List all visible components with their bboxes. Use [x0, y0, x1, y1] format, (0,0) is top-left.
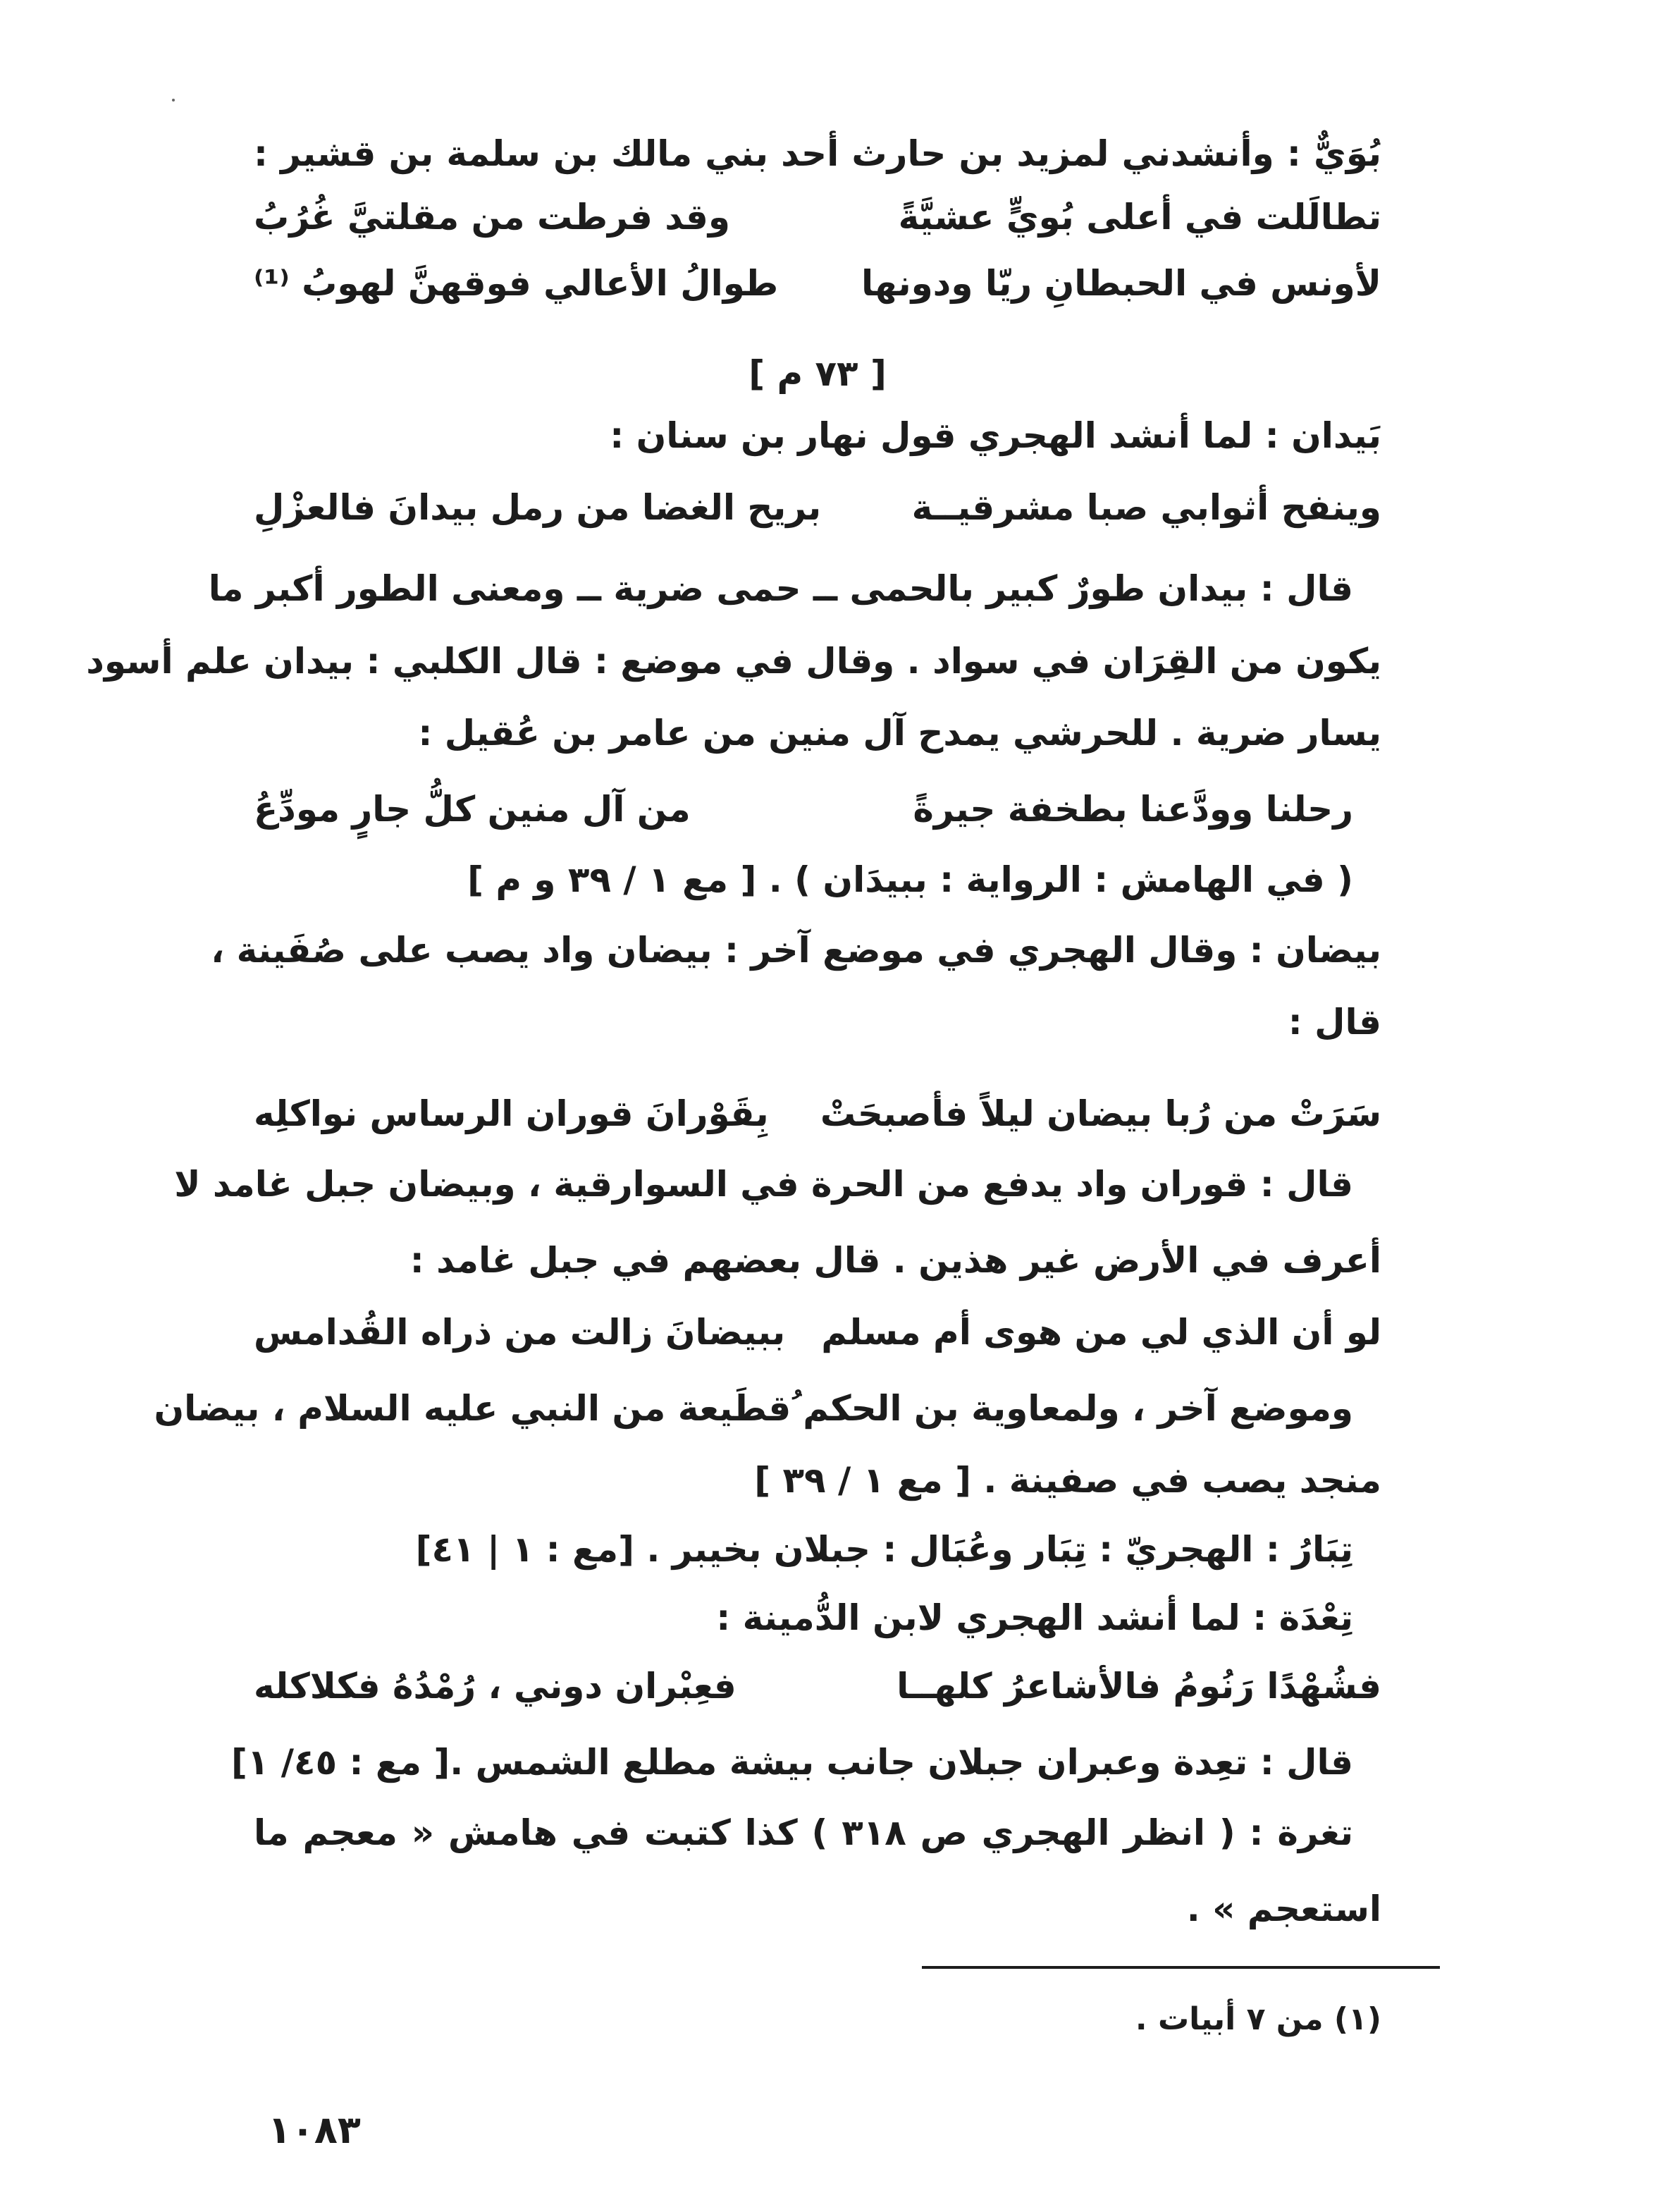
verse-5-second-hemistich: بِقَوْرانَ قوران الرساس نواكلِه — [254, 1093, 769, 1134]
entry-bidan-heading: بَيدان : لما أنشد الهجري قول نهار بن سنان : — [610, 415, 1381, 456]
entry-bidhan-heading: بيضان : وقال الهجري في موضع آخر : بيضان واد يصب على صُفَينة ، — [211, 930, 1381, 971]
text-line-1: بُوَيٌّ : وأنشدني لمزيد بن حارث أحد بني مالك بن سلمة بن قشير : — [254, 133, 1381, 174]
text-line-margin-note: ( في الهامش : الرواية : ببيدَان ) . [ مع ١ / ٣٩ و م ] — [467, 859, 1353, 900]
text-line-munjid: منجد يصب في صفينة . [ مع ١ / ٣٩ ] — [754, 1460, 1381, 1501]
verse-1-second-hemistich: وقد فرطت من مقلتيَّ غُرُبُ — [254, 197, 731, 238]
verse-3 — [254, 479, 1381, 536]
bracket-reference: [ ٧٣ م ] — [748, 353, 887, 394]
verse-4 — [254, 781, 1353, 837]
text-line-qal: قال : — [1288, 1002, 1381, 1043]
text-line-a3rif: أعرف في الأرض غير هذين . قال بعضهم في جبل غامد : — [409, 1240, 1381, 1281]
text-line-qawran: قال : قوران واد يدفع من الحرة في السوارقية ، وبيضان جبل غامد لا — [174, 1164, 1353, 1205]
verse-7 — [254, 1658, 1381, 1714]
footnote-divider — [922, 1966, 1440, 1969]
footnote-1: (١) من ٧ أبيات . — [1135, 2001, 1381, 2037]
entry-tibar: تِبَارُ : الهجريّ : تِبَار وعُبَال : جبلان بخيبر . [مع : ١ | ٤١] — [415, 1529, 1353, 1570]
text-line-istajam: استعجم » . — [1186, 1888, 1381, 1929]
verse-6-second-hemistich: ببيضانَ زالت من ذراه القُدامس — [254, 1312, 786, 1353]
verse-6-first-hemistich: لو أن الذي لي من هوى أم مسلم — [821, 1312, 1381, 1353]
verse-3-first-hemistich: وينفح أثوابي صبا مشرقيــة — [911, 487, 1381, 528]
verse-1 — [254, 189, 1381, 245]
page-number: ١٠٨٣ — [268, 2108, 361, 2152]
verse-2-second-hemistich: طوالُ الأعالي فوقهنَّ لهوبُ ⁽¹⁾ — [254, 263, 779, 304]
verse-5-first-hemistich: سَرَتْ من رُبا بيضان ليلاً فأصبحَتْ — [820, 1093, 1381, 1134]
text-line-tida-qal: قال : تعِدة وعبران جبلان جانب بيشة مطلع الشمس .[ مع : ٤٥/ ١] — [230, 1742, 1353, 1783]
verse-5 — [254, 1086, 1381, 1142]
verse-2-first-hemistich: لأونس في الحبطانِ ريّا ودونها — [861, 263, 1381, 304]
verse-4-second-hemistich: من آل منين كلُّ جارٍ مودِّعُ — [254, 789, 691, 830]
verse-6 — [254, 1304, 1381, 1360]
text-line-yasar: يسار ضرية . للحرشي يمدح آل منين من عامر بن عُقيل : — [418, 713, 1381, 754]
text-line-qal-bidan: قال : بيدان طورٌ كبير بالحمى ــ حمى ضرية ــ ومعنى الطور أكبر ما — [208, 568, 1353, 609]
scan-speck — [172, 99, 175, 102]
verse-4-first-hemistich: رحلنا وودَّعنا بطخفة جيرةً — [913, 789, 1353, 830]
verse-7-second-hemistich: فعِبْران دوني ، رُمْدُهُ فكلاكله — [254, 1666, 737, 1707]
text-line-mawdi: وموضع آخر ، ولمعاوية بن الحكم ُقطَيعة من النبي عليه السلام ، بيضان — [154, 1388, 1353, 1429]
verse-2 — [254, 255, 1381, 312]
entry-tida-heading: تِعْدَة : لما أنشد الهجري لابن الدُّمينة : — [716, 1597, 1353, 1638]
verse-1-first-hemistich: تطالَلت في أعلى بُويٍّ عشيَّةً — [898, 197, 1381, 238]
verse-7-first-hemistich: فشُهْدًا رَنُومُ فالأشاعرُ كلهــا — [896, 1666, 1381, 1707]
verse-3-second-hemistich: بريح الغضا من رمل بيدانَ فالعزْلِ — [254, 487, 822, 528]
entry-taghra: تغرة : ( انظر الهجري ص ٣١٨ ) كذا كتبت في هامش « معجم ما — [254, 1812, 1353, 1853]
text-line-yakun: يكون من القِرَان في سواد . وقال في موضع : قال الكلبي : بيدان علم أسود — [86, 641, 1381, 682]
